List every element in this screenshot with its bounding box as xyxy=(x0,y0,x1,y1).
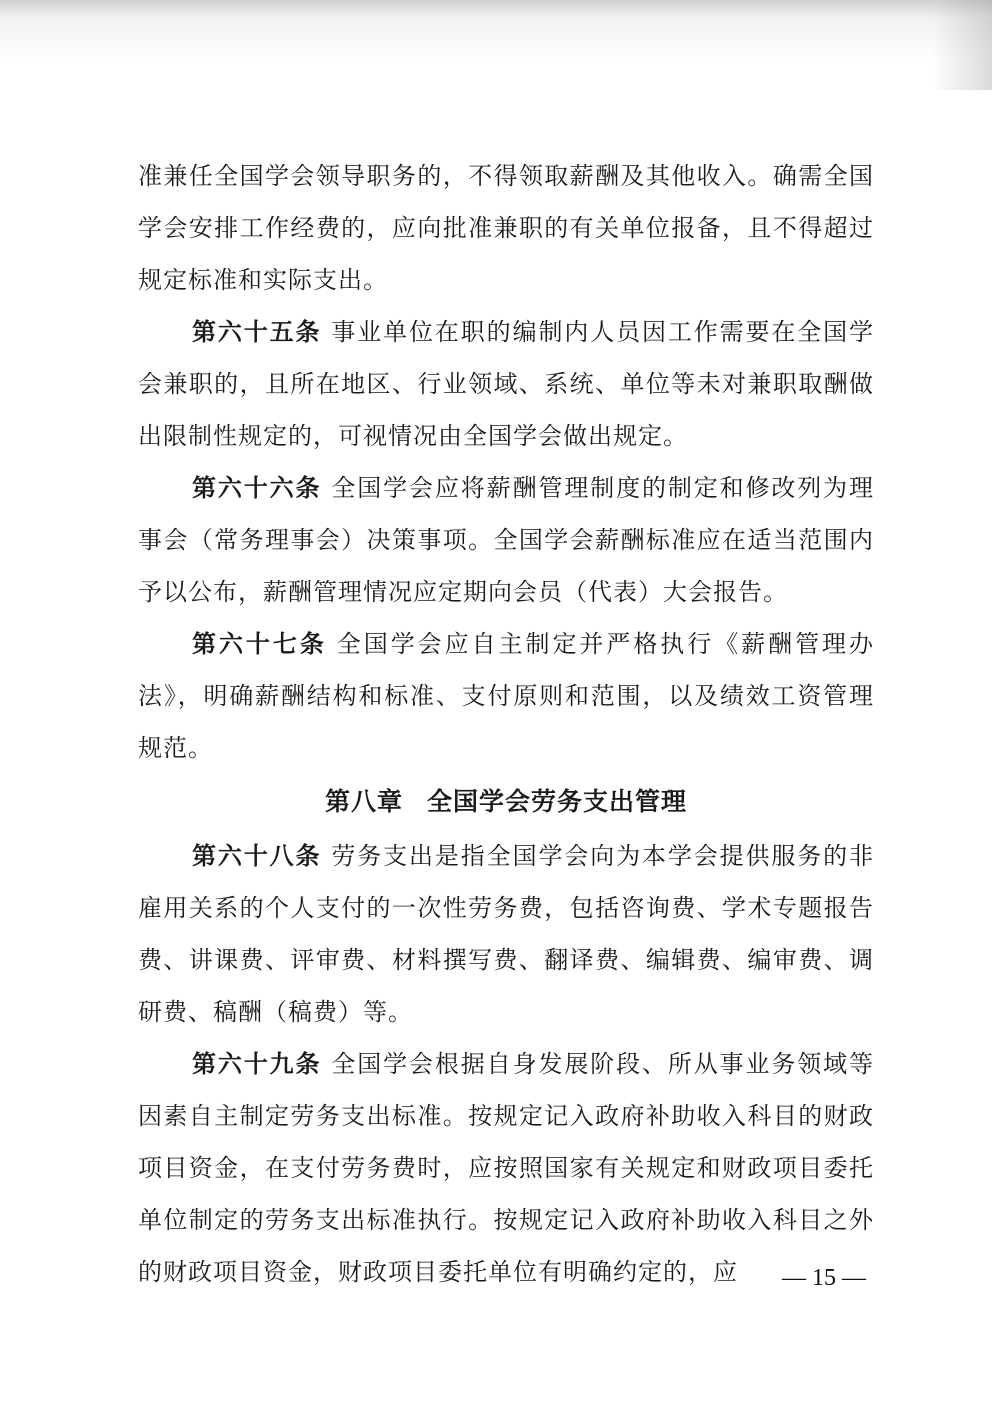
chapter-title: 全国学会劳务支出管理 xyxy=(427,787,688,816)
chapter-heading xyxy=(138,774,874,830)
article-number: 第六十九条 xyxy=(192,1049,322,1078)
article-69 xyxy=(138,1038,874,1298)
article-68 xyxy=(138,830,874,1038)
article-66 xyxy=(138,462,874,618)
article-65 xyxy=(138,306,874,462)
page-number: — 15 — xyxy=(782,1265,866,1291)
document-body xyxy=(138,150,874,1298)
article-text: 全国学会应自主制定并严格执行《薪酬管理办法》，明确薪酬结构和标准、支付原则和范围，以及绩效工资管理规范。 xyxy=(138,630,875,762)
scan-edge-shadow xyxy=(0,0,992,60)
article-text: 事业单位在职的编制内人员因工作需要在全国学会兼职的，且所在地区、行业领域、系统、单位等未对兼职取酬做出限制性规定的，可视情况由全国学会做出规定。 xyxy=(138,318,875,450)
article-text: 全国学会应将薪酬管理制度的制定和修改列为理事会（常务理事会）决策事项。全国学会薪酬标准应在适当范围内予以公布，薪酬管理情况应定期向会员（代表）大会报告。 xyxy=(138,474,875,606)
article-number: 第六十七条 xyxy=(192,629,327,658)
paragraph-text: 准兼任全国学会领导职务的，不得领取薪酬及其他收入。确需全国学会安排工作经费的，应向批准兼职的有关单位报备，且不得超过规定标准和实际支出。 xyxy=(138,162,874,294)
article-67 xyxy=(138,618,874,774)
article-text: 全国学会根据自身发展阶段、所从事业务领域等因素自主制定劳务支出标准。按规定记入政府补助收入科目的财政项目资金，在支付劳务费时，应按照国家有关规定和财政项目委托单位制定的劳务支出标准执行。按规定记入政府补助收入科目之外的财政项目资金，财政项目委托单位有明确约定的，应 xyxy=(138,1050,875,1286)
article-number: 第六十八条 xyxy=(192,841,322,870)
article-text: 劳务支出是指全国学会向为本学会提供服务的非雇用关系的个人支付的一次性劳务费，包括咨询费、学术专题报告费、讲课费、评审费、材料撰写费、翻译费、编辑费、编审费、调研费、稿酬（稿费）等。 xyxy=(138,842,875,1026)
chapter-number: 第八章 xyxy=(324,787,403,816)
paragraph-continuation xyxy=(138,150,874,306)
scan-corner-shadow xyxy=(932,0,992,90)
article-number: 第六十五条 xyxy=(192,317,322,346)
article-number: 第六十六条 xyxy=(192,473,322,502)
